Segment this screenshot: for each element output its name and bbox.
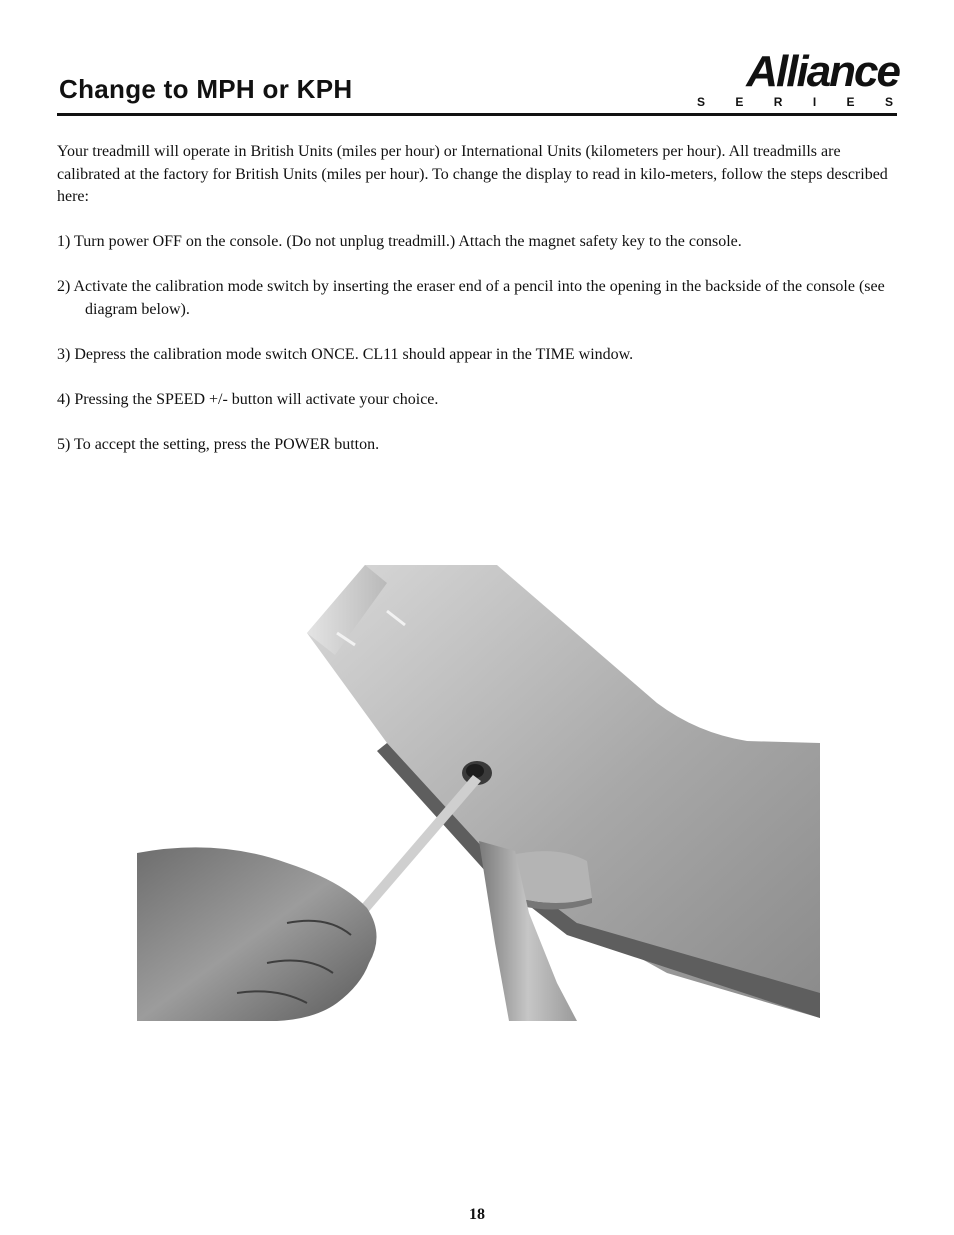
- logo-letter: E: [735, 95, 744, 109]
- header-rule: [57, 113, 897, 116]
- step-1: 1) Turn power OFF on the console. (Do not unplug treadmill.) Attach the magnet safety key to the console.: [57, 233, 742, 250]
- instructions: [57, 141, 902, 479]
- page-header: [57, 48, 897, 116]
- intro-paragraph: Your treadmill will operate in British Units (miles per hour) or International Units (kilometers per hour). All treadmills are calibrated at the factory for British Units (miles per hour). To change the display to read in kilo-meters, follow the steps described here:: [57, 143, 888, 205]
- logo-series-letters: [697, 95, 893, 109]
- console-calibration-photo: [137, 563, 820, 1021]
- alliance-series-logo: [693, 48, 899, 112]
- step-4: 4) Pressing the SPEED +/- button will activate your choice.: [57, 390, 439, 408]
- step-3: 3) Depress the calibration mode switch ONCE. CL11 should appear in the TIME window.: [57, 345, 634, 363]
- page-title: Change to MPH or KPH: [59, 74, 353, 104]
- logo-letter: S: [884, 95, 893, 109]
- logo-wordmark: Alliance: [746, 47, 899, 96]
- step-2: 2) Activate the calibration mode switch by inserting the eraser end of a pencil into the opening in the backside of the console (see diagram below).: [57, 278, 885, 318]
- logo-letter: S: [697, 95, 706, 109]
- logo-letter: R: [773, 95, 783, 109]
- page-number: 18: [469, 1206, 485, 1223]
- logo-letter: I: [812, 95, 817, 109]
- step-5: 5) To accept the setting, press the POWER button.: [57, 435, 380, 453]
- logo-letter: E: [846, 95, 855, 109]
